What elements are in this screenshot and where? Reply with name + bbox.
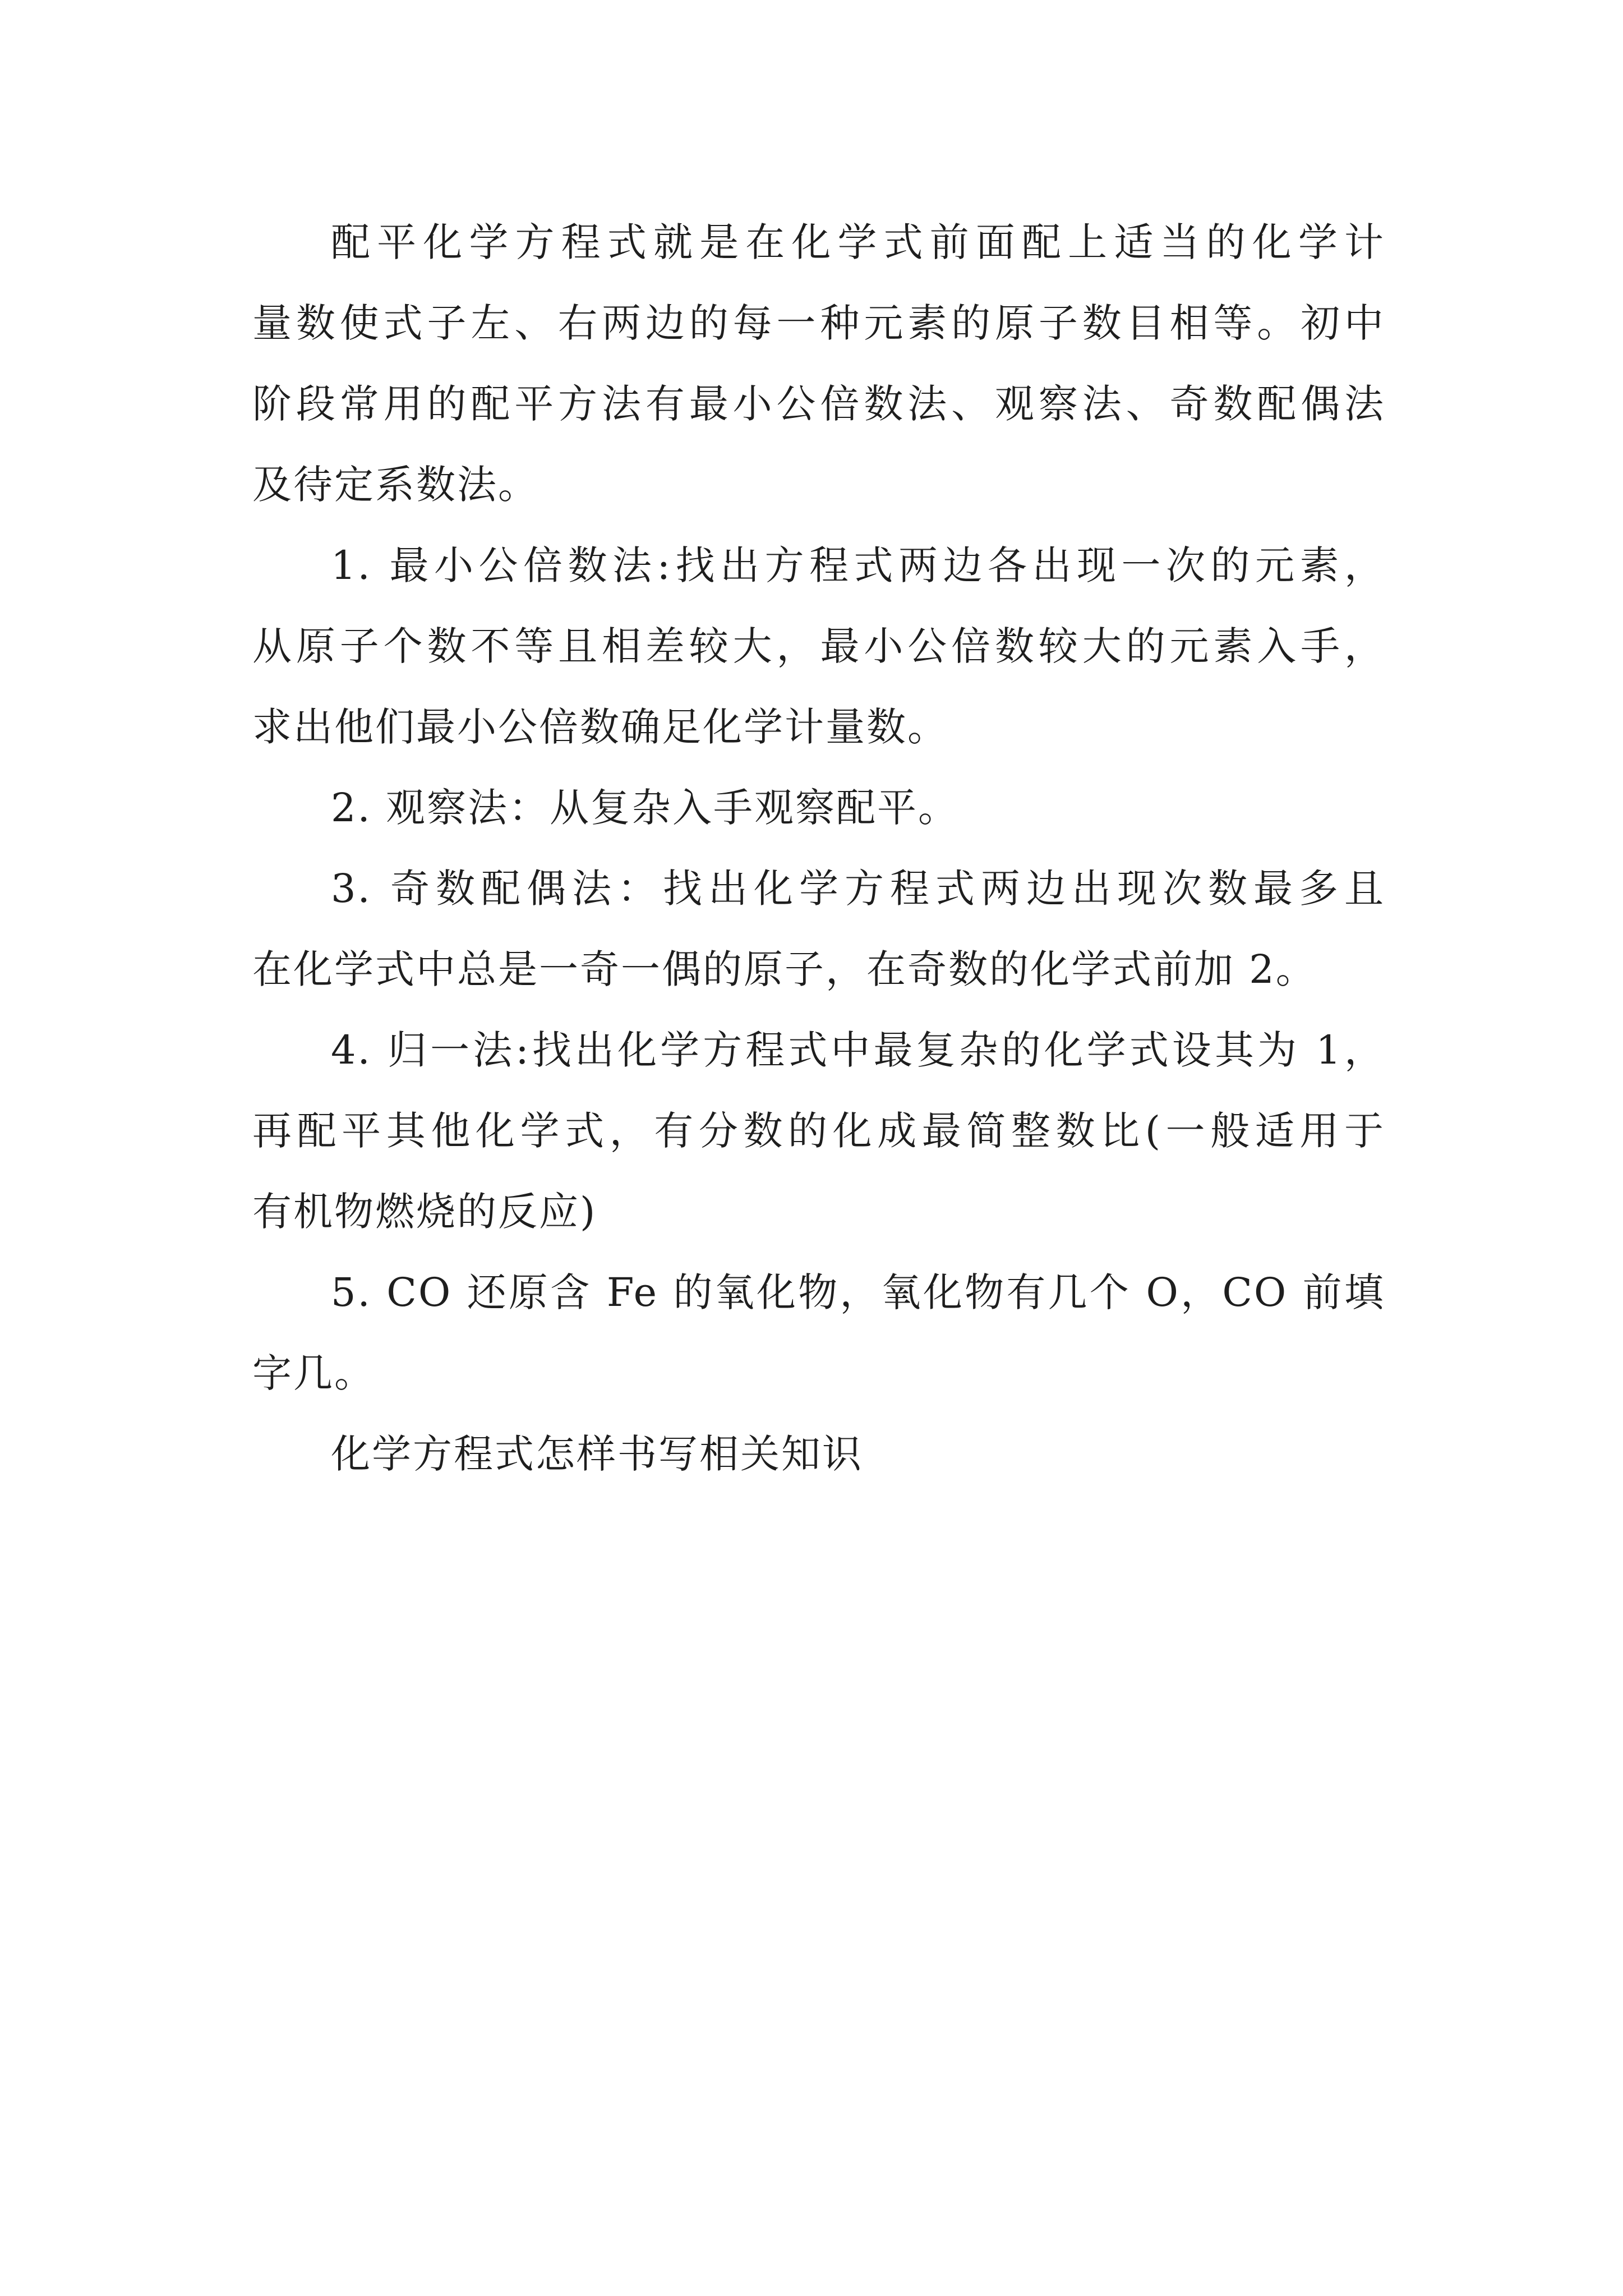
method-1-line-2: 从原子个数不等且相差较大，最小公倍数较大的元素入手， (252, 623, 1385, 669)
intro-line-2: 量数使式子左、右两边的每一种元素的原子数目相等。初中 (252, 300, 1385, 346)
document-body (252, 202, 1385, 1494)
section-heading: 化学方程式怎样书写相关知识 (331, 1431, 863, 1477)
method-5-line-2: 字几。 (252, 1350, 375, 1396)
method-2-paragraph (252, 767, 1385, 848)
method-4-line-1: 4. 归一法:找出化学方程式中最复杂的化学式设其为 1， (331, 1027, 1385, 1073)
method-5-paragraph (252, 1252, 1385, 1414)
intro-paragraph (252, 202, 1385, 525)
intro-line-4: 及待定系数法。 (252, 462, 539, 508)
method-2-line-1: 2. 观察法：从复杂入手观察配平。 (331, 785, 960, 831)
method-3-line-2: 在化学式中总是一奇一偶的原子，在奇数的化学式前加 2。 (252, 946, 1317, 992)
method-4-paragraph (252, 1010, 1385, 1252)
method-1-line-3: 求出他们最小公倍数确足化学计量数。 (252, 704, 948, 750)
section-heading-paragraph (252, 1414, 1385, 1494)
method-3-line-1: 3. 奇数配偶法：找出化学方程式两边出现次数最多且 (331, 866, 1385, 912)
intro-line-3: 阶段常用的配平方法有最小公倍数法、观察法、奇数配偶法 (252, 381, 1385, 427)
method-5-line-1: 5. CO 还原含 Fe 的氧化物，氧化物有几个 O，CO 前填 (331, 1269, 1385, 1315)
method-4-line-2: 再配平其他化学式，有分数的化成最简整数比(一般适用于 (252, 1108, 1385, 1154)
method-3-paragraph (252, 848, 1385, 1010)
method-4-line-3: 有机物燃烧的反应) (252, 1189, 597, 1235)
method-1-line-1: 1. 最小公倍数法:找出方程式两边各出现一次的元素， (331, 542, 1385, 588)
intro-line-1: 配平化学方程式就是在化学式前面配上适当的化学计 (331, 219, 1385, 265)
method-1-paragraph (252, 525, 1385, 767)
